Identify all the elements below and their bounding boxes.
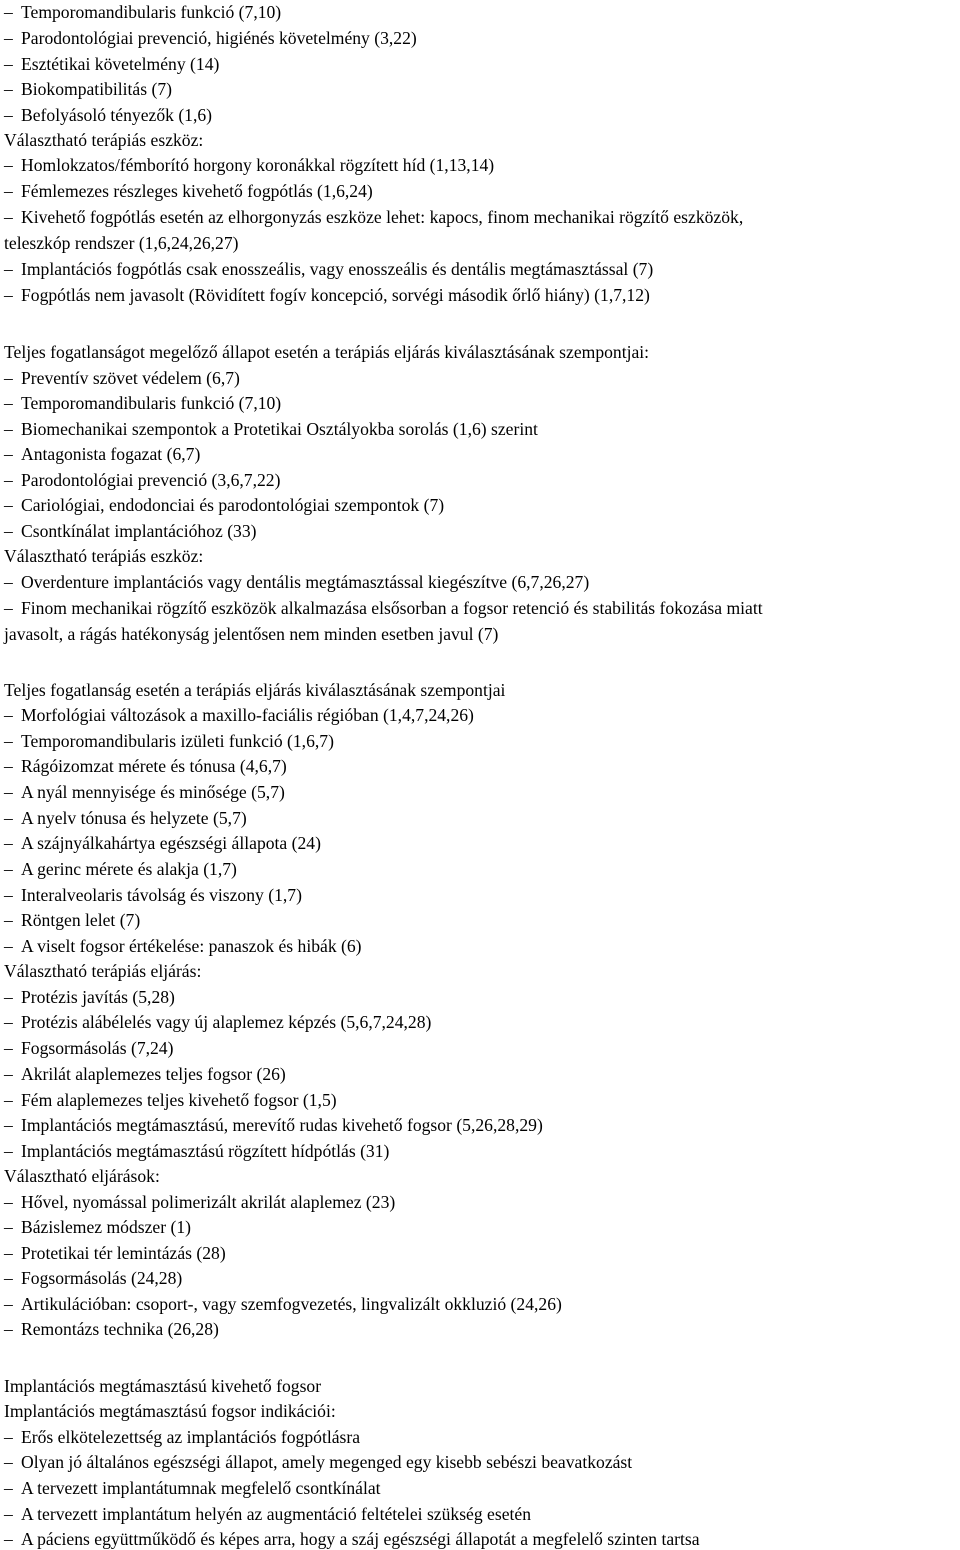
bullet-item bbox=[4, 832, 321, 854]
bullet-item bbox=[4, 704, 474, 726]
text-line bbox=[4, 1400, 336, 1422]
bullet-item bbox=[4, 909, 140, 931]
line-text: Finom mechanikai rögzítő eszközök alkalmazása elsősorban a fogsor retenció és stabilitás fokozása miatt bbox=[21, 598, 763, 618]
text-line bbox=[4, 679, 505, 701]
line-text: Implantációs megtámasztású kivehető fogsor bbox=[4, 1376, 322, 1396]
dash-bullet-icon: – bbox=[4, 572, 13, 592]
bullet-item bbox=[4, 884, 302, 906]
dash-bullet-icon: – bbox=[4, 419, 13, 439]
bullet-item bbox=[4, 1528, 700, 1550]
dash-bullet-icon: – bbox=[4, 368, 13, 388]
dash-bullet-icon: – bbox=[4, 1141, 13, 1161]
bullet-item bbox=[4, 1063, 286, 1085]
dash-bullet-icon: – bbox=[4, 444, 13, 464]
bullet-item bbox=[4, 1242, 226, 1264]
bullet-item bbox=[4, 392, 281, 414]
text-line bbox=[4, 960, 201, 982]
text-line bbox=[4, 1375, 321, 1397]
line-text: Implantációs megtámasztású fogsor indikációi: bbox=[4, 1401, 336, 1421]
line-text: Protézis javítás (5,28) bbox=[21, 987, 175, 1007]
bullet-item bbox=[4, 1114, 543, 1136]
line-text: Választható eljárások: bbox=[4, 1166, 160, 1186]
dash-bullet-icon: – bbox=[4, 1038, 13, 1058]
bullet-item bbox=[4, 730, 334, 752]
line-text: Befolyásoló tényezők (1,6) bbox=[21, 105, 213, 125]
dash-bullet-icon: – bbox=[4, 259, 13, 279]
bullet-item bbox=[4, 443, 200, 465]
line-text: A gerinc mérete és alakja (1,7) bbox=[21, 859, 237, 879]
line-text: Választható terápiás eljárás: bbox=[4, 961, 202, 981]
line-text: javasolt, a rágás hatékonyság jelentősen nem minden esetben javul (7) bbox=[4, 624, 499, 644]
dash-bullet-icon: – bbox=[4, 1217, 13, 1237]
dash-bullet-icon: – bbox=[4, 79, 13, 99]
bullet-item bbox=[4, 53, 219, 75]
line-text: Remontázs technika (26,28) bbox=[21, 1319, 219, 1339]
dash-bullet-icon: – bbox=[4, 1243, 13, 1263]
line-text: Röntgen lelet (7) bbox=[21, 910, 141, 930]
line-text: Temporomandibularis funkció (7,10) bbox=[21, 393, 282, 413]
dash-bullet-icon: – bbox=[4, 1427, 13, 1447]
line-text: Csontkínálat implantációhoz (33) bbox=[21, 521, 257, 541]
dash-bullet-icon: – bbox=[4, 521, 13, 541]
dash-bullet-icon: – bbox=[4, 470, 13, 490]
line-text: Implantációs megtámasztású, merevítő rudas kivehető fogsor (5,26,28,29) bbox=[21, 1115, 543, 1135]
line-text: Fémlemezes részleges kivehető fogpótlás (1,6,24) bbox=[21, 181, 373, 201]
line-text: Erős elkötelezettség az implantációs fogpótlásra bbox=[21, 1427, 361, 1447]
dash-bullet-icon: – bbox=[4, 936, 13, 956]
line-text: Esztétikai követelmény (14) bbox=[21, 54, 220, 74]
dash-bullet-icon: – bbox=[4, 181, 13, 201]
dash-bullet-icon: – bbox=[4, 910, 13, 930]
line-text: A nyál mennyisége és minősége (5,7) bbox=[21, 782, 285, 802]
line-text: A nyelv tónusa és helyzete (5,7) bbox=[21, 808, 247, 828]
bullet-item bbox=[4, 1191, 395, 1213]
bullet-item bbox=[4, 755, 287, 777]
line-text: Antagonista fogazat (6,7) bbox=[21, 444, 201, 464]
dash-bullet-icon: – bbox=[4, 207, 13, 227]
line-text: A tervezett implantátumnak megfelelő csontkínálat bbox=[21, 1478, 381, 1498]
bullet-item bbox=[4, 367, 240, 389]
bullet-item bbox=[4, 284, 650, 306]
bullet-item bbox=[4, 1216, 191, 1238]
line-text: Választható terápiás eszköz: bbox=[4, 546, 204, 566]
line-text: Temporomandibularis funkció (7,10) bbox=[21, 2, 282, 22]
bullet-item bbox=[4, 494, 444, 516]
line-text: Fogsormásolás (24,28) bbox=[21, 1268, 183, 1288]
dash-bullet-icon: – bbox=[4, 105, 13, 125]
bullet-item bbox=[4, 1, 281, 23]
line-text: Biomechanikai szempontok a Protetikai Osztályokba sorolás (1,6) szerint bbox=[21, 419, 538, 439]
dash-bullet-icon: – bbox=[4, 808, 13, 828]
bullet-item bbox=[4, 858, 237, 880]
bullet-item bbox=[4, 1011, 431, 1033]
line-text: teleszkóp rendszer (1,6,24,26,27) bbox=[4, 233, 239, 253]
line-text: Olyan jó általános egészségi állapot, amely megenged egy kisebb sebészi beavatkozást bbox=[21, 1452, 633, 1472]
line-text: Morfológiai változások a maxillo-faciális régióban (1,4,7,24,26) bbox=[21, 705, 474, 725]
text-line bbox=[4, 1165, 160, 1187]
bullet-item bbox=[4, 597, 763, 619]
line-text: Fogpótlás nem javasolt (Rövidített fogív koncepció, sorvégi második őrlő hiány) (1,7,12) bbox=[21, 285, 650, 305]
dash-bullet-icon: – bbox=[4, 1012, 13, 1032]
dash-bullet-icon: – bbox=[4, 1504, 13, 1524]
bullet-item bbox=[4, 27, 417, 49]
dash-bullet-icon: – bbox=[4, 756, 13, 776]
bullet-item bbox=[4, 469, 280, 491]
line-text: Parodontológiai prevenció, higiénés követelmény (3,22) bbox=[21, 28, 417, 48]
line-text: A páciens együttműködő és képes arra, hogy a száj egészségi állapotát a megfelelő szinten tartsa bbox=[21, 1529, 700, 1549]
dash-bullet-icon: – bbox=[4, 1529, 13, 1549]
line-text: Rágóizomzat mérete és tónusa (4,6,7) bbox=[21, 756, 287, 776]
line-text: Temporomandibularis izületi funkció (1,6,7) bbox=[21, 731, 334, 751]
dash-bullet-icon: – bbox=[4, 393, 13, 413]
line-text: Implantációs megtámasztású rögzített hídpótlás (31) bbox=[21, 1141, 390, 1161]
bullet-item bbox=[4, 807, 247, 829]
dash-bullet-icon: – bbox=[4, 1090, 13, 1110]
line-text: A tervezett implantátum helyén az augmentáció feltételei szükség esetén bbox=[21, 1504, 532, 1524]
dash-bullet-icon: – bbox=[4, 285, 13, 305]
dash-bullet-icon: – bbox=[4, 1268, 13, 1288]
dash-bullet-icon: – bbox=[4, 1452, 13, 1472]
bullet-item bbox=[4, 1477, 381, 1499]
bullet-item bbox=[4, 781, 285, 803]
line-text: Kivehető fogpótlás esetén az elhorgonyzás eszköze lehet: kapocs, finom mechanikai rögzítő eszközök, bbox=[21, 207, 744, 227]
bullet-item bbox=[4, 180, 373, 202]
dash-bullet-icon: – bbox=[4, 28, 13, 48]
line-text: A szájnyálkahártya egészségi állapota (24) bbox=[21, 833, 321, 853]
line-text: Protézis alábélelés vagy új alaplemez képzés (5,6,7,24,28) bbox=[21, 1012, 432, 1032]
bullet-item bbox=[4, 935, 362, 957]
text-line bbox=[4, 232, 239, 254]
bullet-item bbox=[4, 206, 743, 228]
line-text: Artikulációban: csoport-, vagy szemfogvezetés, lingvalizált okkluzió (24,26) bbox=[21, 1294, 562, 1314]
bullet-item bbox=[4, 258, 653, 280]
bullet-item bbox=[4, 520, 257, 542]
line-text: Biokompatibilitás (7) bbox=[21, 79, 172, 99]
line-text: Teljes fogatlanságot megelőző állapot esetén a terápiás eljárás kiválasztásának szempontjai: bbox=[4, 342, 650, 362]
bullet-item bbox=[4, 571, 589, 593]
bullet-item bbox=[4, 986, 175, 1008]
line-text: Fém alaplemezes teljes kivehető fogsor (1,5) bbox=[21, 1090, 337, 1110]
dash-bullet-icon: – bbox=[4, 731, 13, 751]
line-text: Bázislemez módszer (1) bbox=[21, 1217, 192, 1237]
bullet-item bbox=[4, 104, 212, 126]
line-text: Preventív szövet védelem (6,7) bbox=[21, 368, 240, 388]
text-line bbox=[4, 129, 203, 151]
dash-bullet-icon: – bbox=[4, 1294, 13, 1314]
bullet-item bbox=[4, 1503, 531, 1525]
dash-bullet-icon: – bbox=[4, 1064, 13, 1084]
bullet-item bbox=[4, 1451, 632, 1473]
dash-bullet-icon: – bbox=[4, 54, 13, 74]
bullet-item bbox=[4, 154, 494, 176]
dash-bullet-icon: – bbox=[4, 1478, 13, 1498]
dash-bullet-icon: – bbox=[4, 782, 13, 802]
bullet-item bbox=[4, 1426, 360, 1448]
dash-bullet-icon: – bbox=[4, 495, 13, 515]
dash-bullet-icon: – bbox=[4, 155, 13, 175]
text-line bbox=[4, 545, 203, 567]
bullet-item bbox=[4, 1293, 562, 1315]
dash-bullet-icon: – bbox=[4, 859, 13, 879]
dash-bullet-icon: – bbox=[4, 705, 13, 725]
dash-bullet-icon: – bbox=[4, 987, 13, 1007]
dash-bullet-icon: – bbox=[4, 598, 13, 618]
dash-bullet-icon: – bbox=[4, 833, 13, 853]
bullet-item bbox=[4, 1089, 337, 1111]
line-text: Interalveolaris távolság és viszony (1,7) bbox=[21, 885, 302, 905]
line-text: Overdenture implantációs vagy dentális megtámasztással kiegészítve (6,7,26,27) bbox=[21, 572, 590, 592]
text-line bbox=[4, 341, 649, 363]
line-text: Teljes fogatlanság esetén a terápiás eljárás kiválasztásának szempontjai bbox=[4, 680, 506, 700]
bullet-item bbox=[4, 78, 172, 100]
line-text: Implantációs fogpótlás csak enosszeális, vagy enosszeális és dentális megtámasztással (7) bbox=[21, 259, 654, 279]
bullet-item bbox=[4, 1318, 219, 1340]
bullet-item bbox=[4, 418, 538, 440]
dash-bullet-icon: – bbox=[4, 2, 13, 22]
bullet-item bbox=[4, 1140, 389, 1162]
line-text: Választható terápiás eszköz: bbox=[4, 130, 204, 150]
line-text: A viselt fogsor értékelése: panaszok és hibák (6) bbox=[21, 936, 362, 956]
bullet-item bbox=[4, 1267, 182, 1289]
dash-bullet-icon: – bbox=[4, 885, 13, 905]
line-text: Hővel, nyomással polimerizált akrilát alaplemez (23) bbox=[21, 1192, 396, 1212]
dash-bullet-icon: – bbox=[4, 1319, 13, 1339]
dash-bullet-icon: – bbox=[4, 1192, 13, 1212]
line-text: Cariológiai, endodonciai és parodontológiai szempontok (7) bbox=[21, 495, 445, 515]
dash-bullet-icon: – bbox=[4, 1115, 13, 1135]
text-line bbox=[4, 623, 498, 645]
bullet-item bbox=[4, 1037, 173, 1059]
line-text: Protetikai tér lemintázás (28) bbox=[21, 1243, 226, 1263]
line-text: Akrilát alaplemezes teljes fogsor (26) bbox=[21, 1064, 286, 1084]
line-text: Homlokzatos/fémborító horgony koronákkal rögzített híd (1,13,14) bbox=[21, 155, 495, 175]
line-text: Fogsormásolás (7,24) bbox=[21, 1038, 174, 1058]
line-text: Parodontológiai prevenció (3,6,7,22) bbox=[21, 470, 281, 490]
